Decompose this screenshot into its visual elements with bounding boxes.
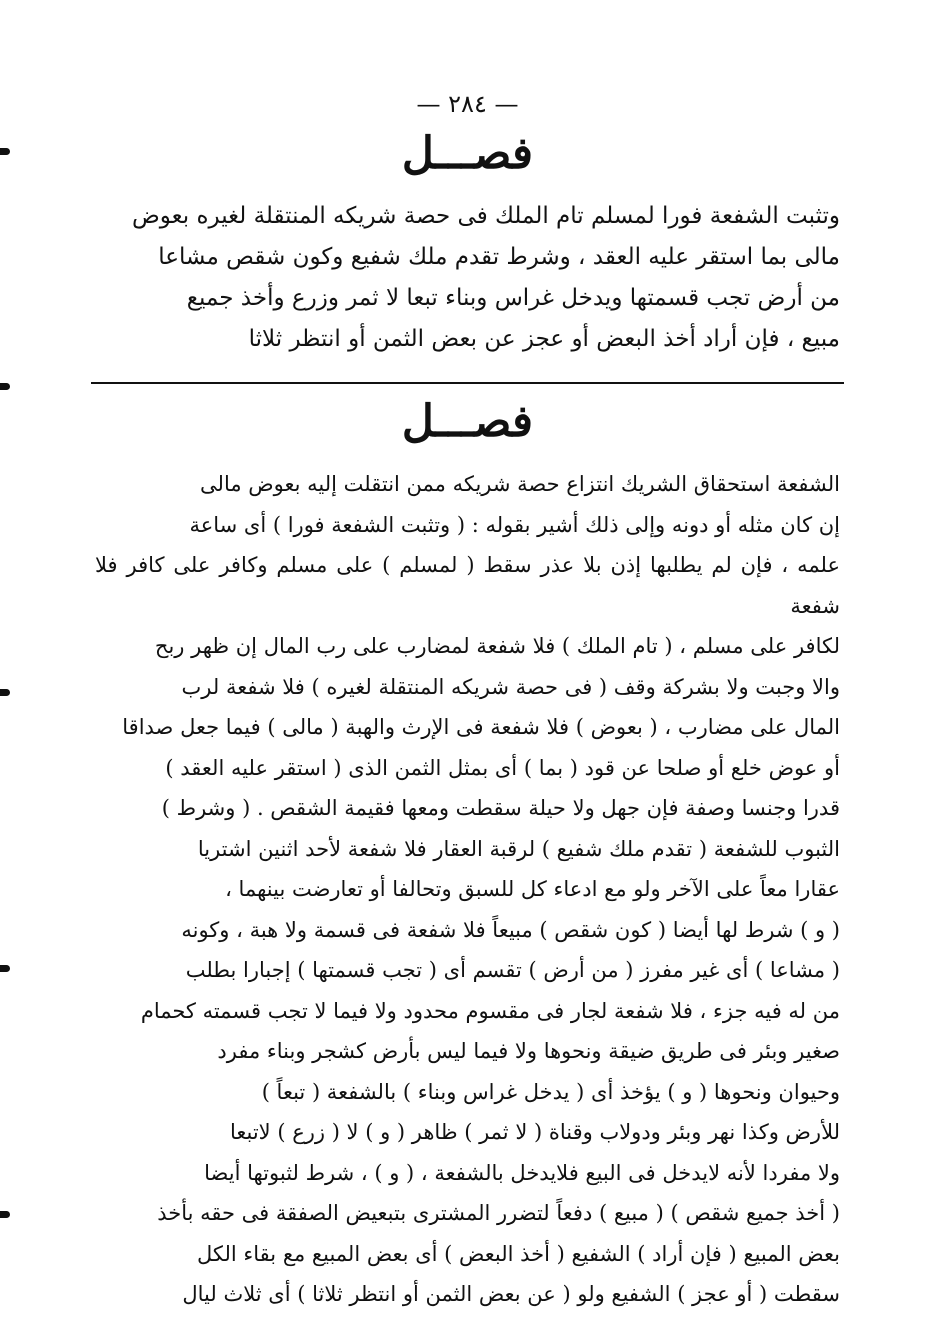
section-divider: [91, 382, 844, 384]
page-number: — ٢٨٤ —: [416, 90, 519, 118]
matn-line: مالى بما استقر عليه العقد ، وشرط تقدم ملك شفيع وكون شقص مشاعا: [158, 244, 840, 270]
sharh-line: للأرض وكذا نهر وبئر ودولاب وقناة ( لا ثمر ) ظاهر ( و ) لا ( زرع ) لاتبعا: [229, 1120, 840, 1144]
sharh-heading: فصـــل: [401, 396, 534, 447]
sharh-line: إن كان مثله أو دونه وإلى ذلك أشير بقوله : ( وتثبت الشفعة فورا ) أى ساعة: [189, 512, 840, 537]
sharh-line: وحيوان ونحوها ( و ) يؤخذ أى ( يدخل غراس وبناء ) بالشفعة ( تبعاً ): [261, 1079, 840, 1104]
sharh-line: ( أخذ جميع شقص ) ( مبيع ) دفعاً لتضرر المشترى بتبعيض الصفقة فى حقه بأخذ: [157, 1201, 840, 1225]
margin-mark: [0, 1211, 10, 1218]
margin-mark: [0, 689, 10, 696]
sharh-line: أو عوض خلع أو صلحا عن قود ( بما ) أى بمثل الثمن الذى ( استقر عليه العقد ): [165, 755, 840, 780]
sharh-text: [95, 464, 840, 1315]
margin-mark: [0, 965, 10, 972]
sharh-line: صغير وبئر فى طريق ضيقة ونحوها ولا فيما ليس بأرض كشجر وبناء مفرد: [217, 1039, 840, 1063]
sharh-line: الشفعة استحقاق الشريك انتزاع حصة شريكه ممن انتقلت إليه بعوض مالى: [200, 472, 840, 496]
matn-line: مبيع ، فإن أراد أخذ البعض أو عجز عن بعض الثمن أو انتظر ثلاثا: [248, 326, 840, 352]
matn-line: من أرض تجب قسمتها ويدخل غراس وبناء تبعا لا ثمر وزرع وأخذ جميع: [186, 285, 840, 311]
sharh-line: عقارا معاً على الآخر ولو مع ادعاء كل للسبق وتحالفا أو تعارضت بينهما ،: [225, 877, 840, 901]
sharh-line: ( مشاعا ) أى غير مفرز ( من أرض ) تقسم أى ( تجب قسمتها ) إجبارا بطلب: [185, 958, 840, 982]
sharh-line: المال على مضارب ، ( بعوض ) فلا شفعة فى الإرث والهبة ( مالى ) فيما جعل صداقا: [122, 715, 840, 739]
sharh-line: الثبوب للشفعة ( تقدم ملك شفيع ) لرقبة العقار فلا شفعة لأحد اثنين اشتريا: [197, 836, 840, 861]
margin-mark: [0, 383, 10, 390]
matn-heading: فصـــل: [401, 128, 534, 179]
sharh-line: لكافر على مسلم ، ( تام الملك ) فلا شفعة لمضارب على رب المال إن ظهر ربح: [154, 634, 840, 658]
matn-text: [95, 196, 840, 360]
sharh-line: والا وجبت ولا بشركة وقف ( فى حصة شريكه المنتقلة لغيره ) فلا شفعة لرب: [181, 674, 840, 699]
sharh-line: ( و ) شرط لها أيضا ( كون شقص ) مبيعاً فلا شفعة فى قسمة ولا هبة ، وكونه: [181, 917, 840, 942]
matn-line: وتثبت الشفعة فورا لمسلم تام الملك فى حصة شريكه المنتقلة لغيره بعوض: [131, 203, 840, 229]
sharh-line: قدرا وجنسا وصفة فإن جهل ولا حيلة سقطت ومعها فقيمة الشقص . ( وشرط ): [161, 796, 840, 820]
sharh-line: سقطت ( أو عجز ) الشفيع ولو ( عن بعض الثمن أو انتظر ثلاثا ) أى ثلاث ليال: [182, 1282, 840, 1306]
book-page: [95, 90, 840, 1315]
sharh-line: ولا مفردا لأنه لايدخل فى البيع فلايدخل بالشفعة ، ( و ) ، شرط لثبوتها أيضا: [204, 1160, 840, 1185]
sharh-line: بعض المبيع ( فإن أراد ) الشفيع ( أخذ البعض ) أى بعض المبيع مع بقاء الكل: [197, 1241, 840, 1266]
sharh-line: من له فيه جزء ، فلا شفعة لجار فى مقسوم محدود ولا فيما لا تجب قسمته كحمام: [140, 998, 840, 1023]
sharh-line: علمه ، فإن لم يطلبها إذن بلا عذر سقط ( لمسلم ) على مسلم وكافر على كافر فلا شفعة: [95, 553, 840, 618]
margin-mark: [0, 148, 10, 155]
